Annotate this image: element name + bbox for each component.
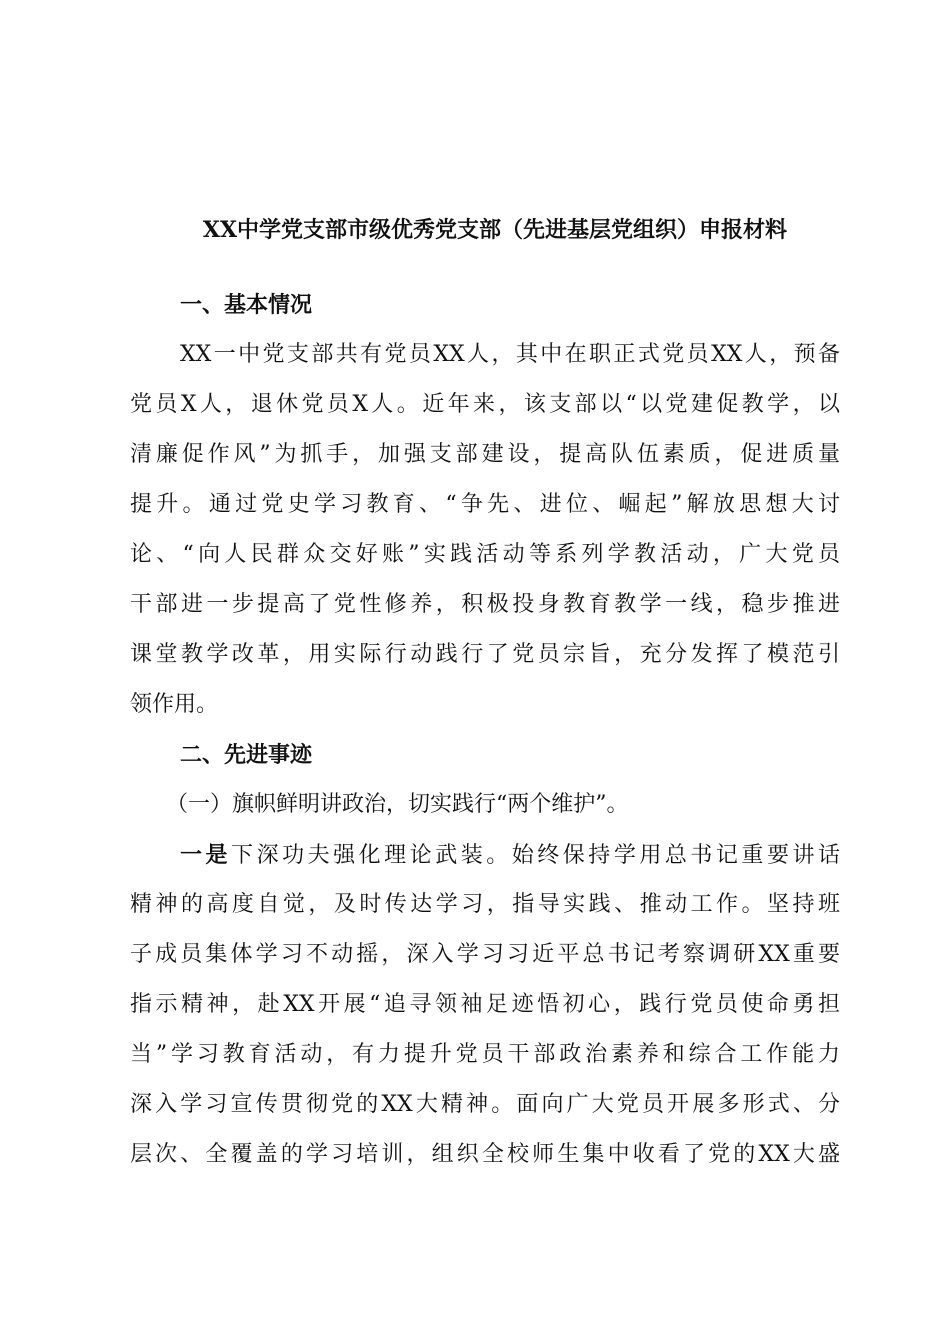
point-1-line: 精神的高度自觉，及时传达学习，指导实践、推动工作。坚持班 [130, 892, 840, 917]
point-1-line: 子成员集体学习不动摇，深入学习习近平总书记考察调研XX重要 [130, 942, 840, 967]
section-1-line: 干部进一步提高了党性修养，积极投身教育教学一线，稳步推进 [130, 592, 840, 617]
point-1-first-line [130, 830, 840, 880]
section-1-line: 提升。通过党史学习教育、“争先、进位、崛起”解放思想大讨 [130, 492, 840, 517]
section-2-subheading: （一）旗帜鲜明讲政治，切实践行“两个维护”。 [166, 792, 629, 817]
point-1-line: 指示精神，赴XX开展“追寻领袖足迹悟初心，践行党员使命勇担 [130, 992, 840, 1017]
section-1-line: 课堂教学改革，用实际行动践行了党员宗旨，充分发挥了模范引 [130, 642, 840, 667]
section-1-heading: 一、基本情况 [180, 292, 313, 318]
section-2-heading: 二、先进事迹 [180, 742, 313, 768]
point-1-line: 深入学习宣传贯彻党的XX大精神。面向广大党员开展多形式、分 [130, 1092, 840, 1117]
point-1-lead: 一是 [180, 842, 232, 868]
point-1-line: 当”学习教育活动，有力提升党员干部政治素养和综合工作能力 [130, 1042, 840, 1067]
section-1-line: 领作用。 [130, 692, 219, 717]
document-title: XX中学党支部市级优秀党支部（先进基层党组织）申报材料 [202, 217, 788, 243]
point-1-first-line-text: 下深功夫强化理论武装。始终保持学用总书记重要讲话 [231, 843, 840, 868]
section-1-line: 党员X人，退休党员X人。近年来，该支部以“以党建促教学，以 [130, 392, 840, 417]
section-1-line: 清廉促作风”为抓手，加强支部建设，提高队伍素质，促进质量 [130, 442, 840, 467]
section-1-line: XX一中党支部共有党员XX人，其中在职正式党员XX人，预备 [180, 342, 840, 367]
section-1-line: 论、“向人民群众交好账”实践活动等系列学教活动，广大党员 [130, 542, 840, 567]
point-1-line: 层次、全覆盖的学习培训，组织全校师生集中收看了党的XX大盛 [130, 1142, 840, 1167]
document-body [130, 280, 840, 1180]
